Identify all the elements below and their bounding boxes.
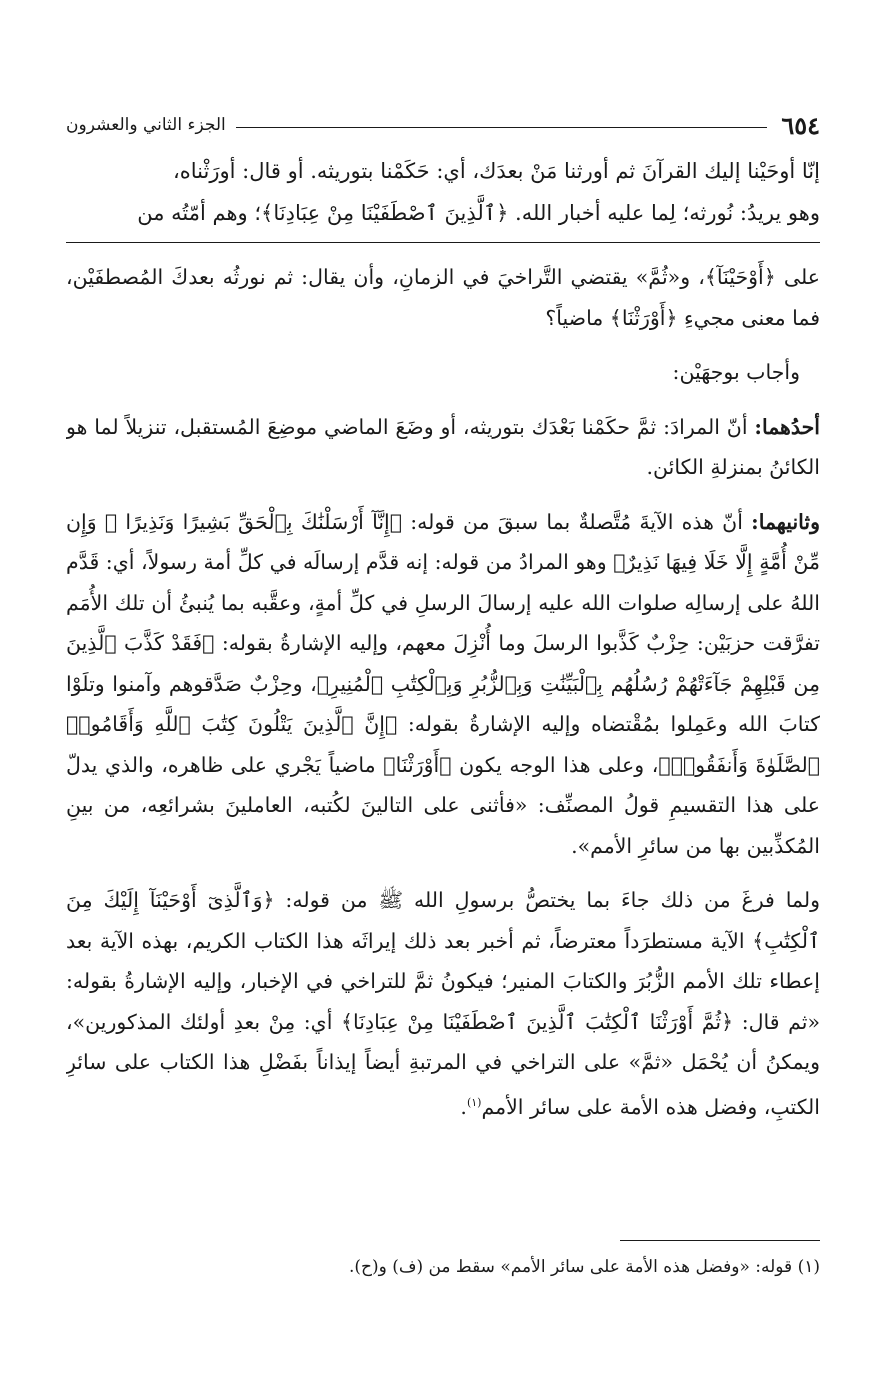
paragraph-end: . bbox=[460, 1094, 467, 1119]
volume-title: الجزء الثاني والعشرون bbox=[66, 115, 226, 135]
commentary-block bbox=[66, 257, 820, 1127]
commentary-paragraph bbox=[66, 502, 820, 867]
page-number: ٦٥٤ bbox=[781, 110, 820, 140]
commentary-paragraph: وأجاب بوجهَيْن: bbox=[672, 360, 800, 384]
second-answer-text: أنّ هذه الآيةَ مُتَّصلةٌ بما سبقَ من قوله: ﴿إِنَّآ أَرْسَلْنَٰكَ بِٱلْحَقِّ بَشِيرًا وَنَذِيرًا ۚ وَإِن مِّنْ أُمَّةٍ إِلَّا خَلَا فِيهَا نَذِيرٌ﴾ وهو المرادُ من قوله: إنه قدَّم إرسالَه في كلِّ أمة رسولاً، أي: قَدَّم اللهُ على إرسالِه صلوات الله عليه إرسالَ الرسلِ في كلِّ أمةٍ، وعقَّبه بما يُنبئُ أن تلك الأُمَم تفرَّقت حزبَيْن: حِزْبٌ كَذَّبوا الرسلَ وما أُنْزِلَ معهم، وإليه الإشارةُ بقوله: ﴿فَقَدْ كَذَّبَ ٱلَّذِينَ مِن قَبْلِهِمْ جَآءَتْهُمْ رُسُلُهُم بِٱلْبَيِّنَٰتِ وَبِٱلزُّبُرِ وَبِٱلْكِتَٰبِ ٱلْمُنِيرِ﴾، وحِزْبٌ صَدَّقوهم وآمنوا وتلَوْا كتابَ الله وعَمِلوا بمُقْتضاه وإليه الإشارةُ بقوله: ﴿إِنَّ ٱلَّذِينَ يَتْلُونَ كِتَٰبَ ٱللَّهِ وَأَقَامُوا۟ ٱلصَّلَوٰةَ وَأَنفَقُوا۟﴾، وعلى هذا الوجه يكون ﴿أَوْرَثْنَا﴾ ماضياً يَجْري على ظاهره، والذي يدلّ على هذا التقسيمِ قولُ المصنِّف: «فأثنى على التالينَ لكُتبه، العاملينَ بشرائعِه، من بينِ المُكذِّبين بها من سائرِ الأمم». bbox=[66, 509, 820, 858]
commentary-paragraph: على ﴿أَوْحَيْنَآ﴾، و«ثُمَّ» يقتضي التَّراخيَ في الزمانِ، وأن يقال: ثم نورثُه بعدكَ المُصطفَيْن، فما معنى مجيءِ ﴿أَوْرَثْنَا﴾ ماضياً؟ bbox=[66, 265, 820, 330]
commentary-paragraph bbox=[66, 880, 820, 1127]
running-header bbox=[66, 100, 820, 150]
footnotes-section bbox=[66, 1240, 820, 1281]
first-answer-label: أحدُهما: bbox=[754, 414, 820, 439]
header-rule bbox=[236, 127, 768, 128]
paragraph-text: ولما فرغَ من ذلك جاءَ بما يختصُّ برسولِ الله ﷺ من قوله: ﴿وَٱلَّذِىٓ أَوْحَيْنَآ إِلَيْكَ مِنَ ٱلْكِتَٰبِ﴾ الآية مستطرَداً معترضاً، ثم أخبر بعد ذلك إيراثَه هذا الكتاب الكريم، بهذه الآية بعد إعطاء تلك الأمم الزُّبُرَ والكتابَ المنير؛ فيكونُ ثمَّ للتراخي في الإخبار، وإليه الإشارةُ بقوله: «ثم قال: ﴿ثُمَّ أَوْرَثْنَا ٱلْكِتَٰبَ ٱلَّذِينَ ٱصْطَفَيْنَا مِنْ عِبَادِنَا﴾ أي: مِنْ بعدِ أولئك المذكورين»، ويمكنُ أن يُحْمَل «ثمَّ» على التراخي في المرتبةِ أيضاً إيذاناً بفَضْلِ هذا الكتاب على سائرِ الكتبِ، وفضل هذه الأمة على سائر الأمم bbox=[66, 888, 820, 1119]
first-answer-text: أنّ المرادَ: ثمَّ حكَمْنا بَعْدَك بتوريثه، أو وضَعَ الماضي موضِعَ المُستقبل، تنزيلاً لما هو الكائنُ بمنزلةِ الكائن. bbox=[66, 414, 820, 479]
commentary-paragraph bbox=[66, 407, 820, 488]
main-text-block bbox=[66, 150, 820, 243]
footnote: (١) قوله: «وفضل هذه الأمة على سائر الأمم» سقط من (ف) و(ح). bbox=[348, 1257, 820, 1277]
footnote-rule bbox=[620, 1240, 820, 1241]
main-text-line: إنّا أوحَيْنا إليك القرآنَ ثم أورثنا مَنْ بعدَك، أي: حَكَمْنا بتوريثه. أو قال: أورَثْناه، bbox=[172, 159, 820, 183]
footnote-reference[interactable]: (١) bbox=[466, 1095, 482, 1109]
book-page bbox=[66, 100, 820, 1320]
second-answer-label: وثانيهما: bbox=[751, 509, 820, 534]
main-text-line: وهو يريدُ: نُورثه؛ لِما عليه أخبار الله. ﴿ٱلَّذِينَ ٱصْطَفَيْنَا مِنْ عِبَادِنَا﴾؛ وهم أمّتُه من bbox=[137, 201, 820, 225]
